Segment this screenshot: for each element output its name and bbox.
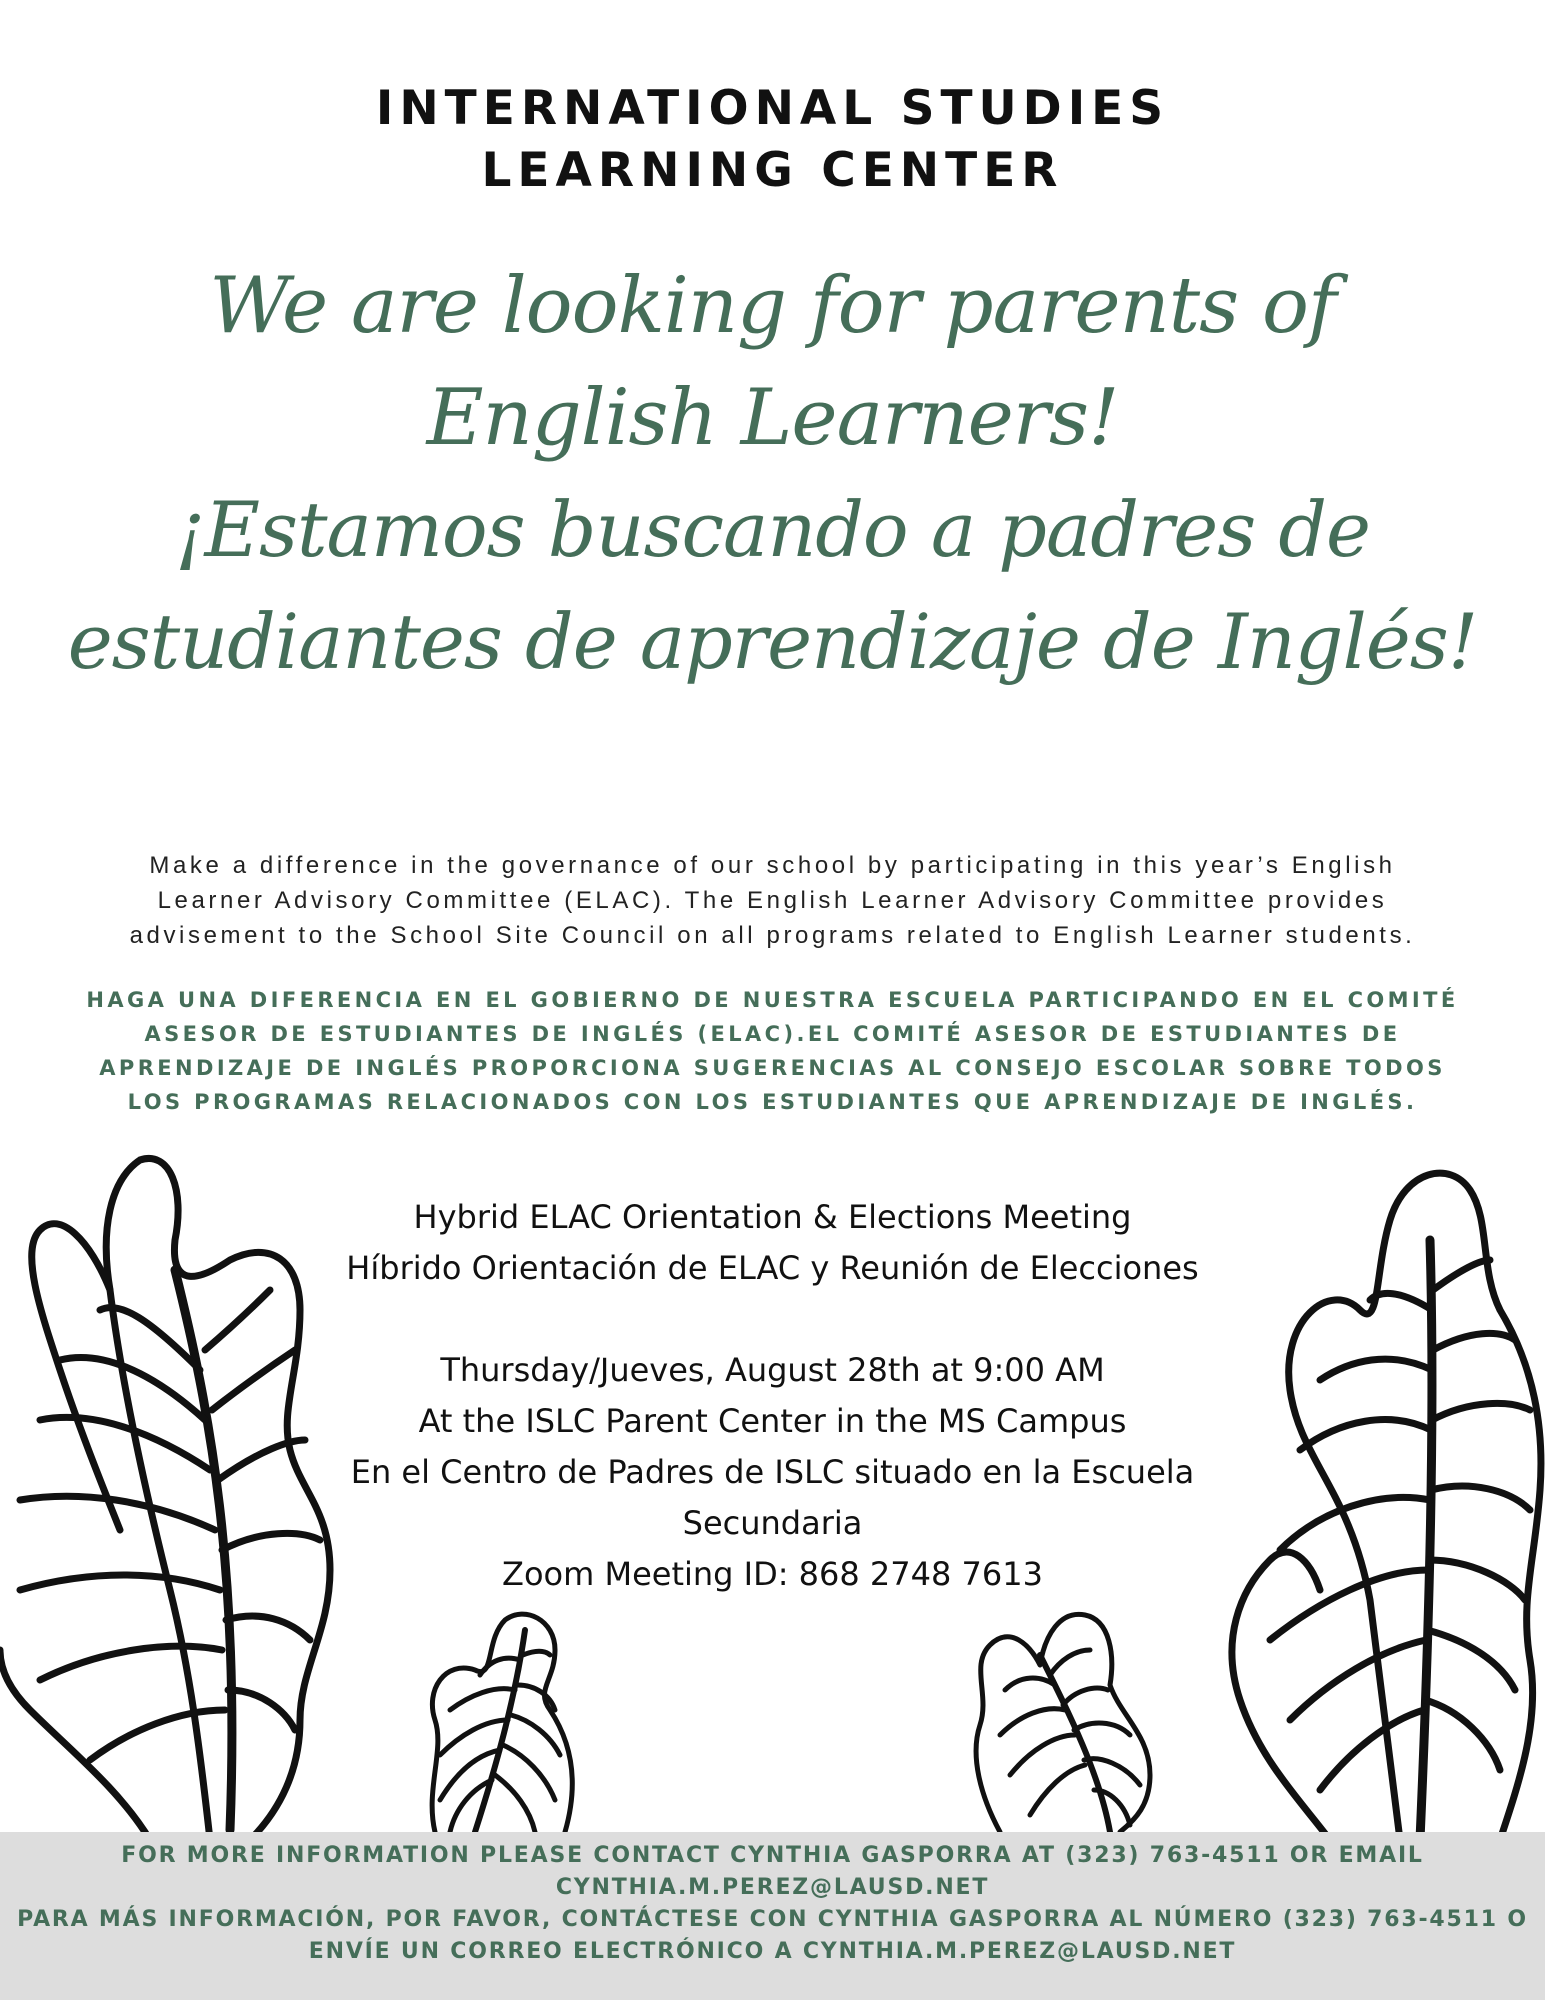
- intro-es-line: ASESOR DE ESTUDIANTES DE INGLÉS (ELAC).EL COMITÉ ASESOR DE ESTUDIANTES DE: [144, 1022, 1401, 1046]
- headline-es-line2: estudiantes de aprendizaje de Inglés!: [67, 597, 1478, 686]
- intro-es-line: APRENDIZAJE DE INGLÉS PROPORCIONA SUGERENCIAS AL CONSEJO ESCOLAR SOBRE TODOS: [99, 1056, 1446, 1080]
- footer-es-line1: PARA MÁS INFORMACIÓN, POR FAVOR, CONTÁCTESE CON CYNTHIA GASPORRA AL NÚMERO (323) 763-4511 O: [17, 1907, 1528, 1932]
- zoom-meeting-id: Zoom Meeting ID: 868 2748 7613: [502, 1555, 1043, 1593]
- meeting-location-spanish-line1: En el Centro de Padres de ISLC situado en la Escuela: [350, 1453, 1195, 1491]
- leaf-left-large-icon: [0, 1150, 360, 1840]
- leaf-small-left-icon: [415, 1610, 580, 1832]
- headline-en-line1: We are looking for parents of: [209, 261, 1336, 351]
- organization-title: [0, 78, 1545, 202]
- meeting-title-spanish: Híbrido Orientación de ELAC y Reunión de Elecciones: [346, 1249, 1199, 1287]
- meeting-location-spanish-line2: Secundaria: [682, 1504, 863, 1542]
- intro-es-line: HAGA UNA DIFERENCIA EN EL GOBIERNO DE NUESTRA ESCUELA PARTICIPANDO EN EL COMITÉ: [86, 988, 1459, 1012]
- footer-es-line2: ENVÍE UN CORREO ELECTRÓNICO A CYNTHIA.M.PEREZ@LAUSD.NET: [308, 1939, 1237, 1964]
- intro-en-line: advisement to the School Site Council on all programs related to English Learner students.: [129, 922, 1416, 949]
- spacer: [340, 1294, 1205, 1345]
- meeting-details: [340, 1192, 1205, 1600]
- intro-en-line: Learner Advisory Committee (ELAC). The English Learner Advisory Committee provides: [157, 887, 1388, 914]
- meeting-location-english: At the ISLC Parent Center in the MS Campus: [418, 1402, 1127, 1440]
- leaf-small-right-icon: [960, 1605, 1160, 1832]
- headline-en-line2: English Learners!: [426, 373, 1119, 463]
- organization-title-line1: INTERNATIONAL STUDIES: [375, 81, 1170, 136]
- intro-paragraph-spanish: [40, 983, 1505, 1119]
- organization-title-line2: LEARNING CENTER: [481, 143, 1064, 198]
- meeting-date: Thursday/Jueves, August 28th at 9:00 AM: [440, 1351, 1105, 1389]
- intro-en-line: Make a difference in the governance of our school by participating in this year’s English: [149, 852, 1396, 879]
- headline-es-line1: ¡Estamos buscando a padres de: [174, 485, 1370, 574]
- contact-footer: [0, 1832, 1545, 2000]
- footer-en-line1: FOR MORE INFORMATION PLEASE CONTACT CYNTHIA GASPORRA AT (323) 763-4511 OR EMAIL: [121, 1843, 1424, 1868]
- intro-paragraph-english: [40, 848, 1505, 953]
- meeting-title-english: Hybrid ELAC Orientation & Elections Meeting: [413, 1198, 1132, 1236]
- leaf-right-large-icon: [1200, 1160, 1545, 1840]
- headline: [0, 250, 1545, 698]
- intro-es-line: LOS PROGRAMAS RELACIONADOS CON LOS ESTUDIANTES QUE APRENDIZAJE DE INGLÉS.: [127, 1090, 1418, 1114]
- footer-email-link[interactable]: CYNTHIA.M.PEREZ@LAUSD.NET: [555, 1875, 990, 1900]
